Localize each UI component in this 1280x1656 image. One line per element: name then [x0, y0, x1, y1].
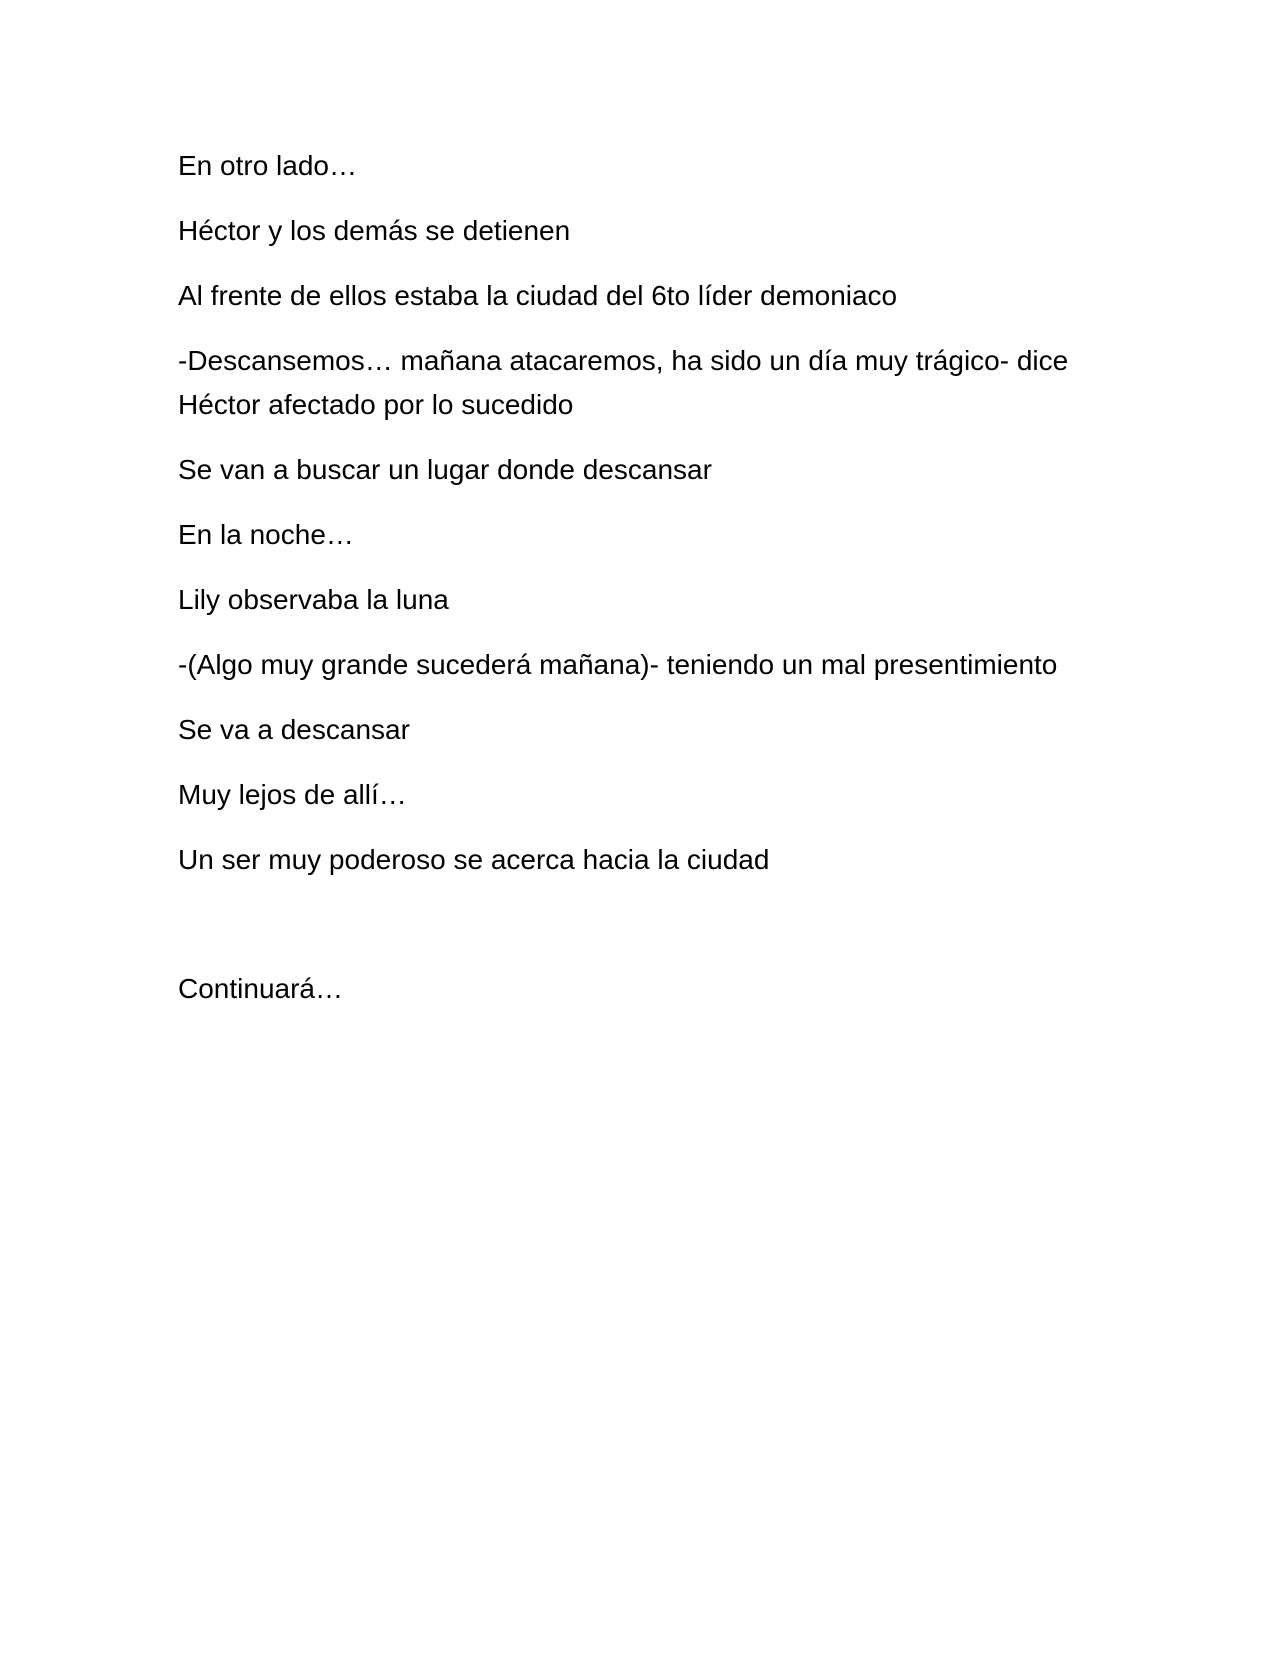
closing-line: Continuará… — [178, 973, 343, 1004]
paragraph: Al frente de ellos estaba la ciudad del 6to líder demoniaco — [178, 280, 898, 311]
paragraph: En la noche… — [178, 519, 354, 550]
paragraph: -Descansemos… mañana atacaremos, ha sido un día muy trágico- dice Héctor afectado por lo sucedido — [178, 345, 1069, 420]
paragraph: En otro lado… — [178, 150, 357, 181]
paragraph: Muy lejos de allí… — [178, 779, 407, 810]
paragraph: Héctor y los demás se detienen — [178, 215, 571, 246]
blank-line — [178, 903, 1098, 967]
paragraph: -(Algo muy grande sucederá mañana)- teniendo un mal presentimiento — [178, 649, 1058, 680]
paragraph: Lily observaba la luna — [178, 584, 449, 615]
paragraph: Se va a descansar — [178, 714, 410, 745]
paragraph: Se van a buscar un lugar donde descansar — [178, 454, 712, 485]
document-body — [178, 144, 1098, 1032]
paragraph: Un ser muy poderoso se acerca hacia la ciudad — [178, 844, 770, 875]
